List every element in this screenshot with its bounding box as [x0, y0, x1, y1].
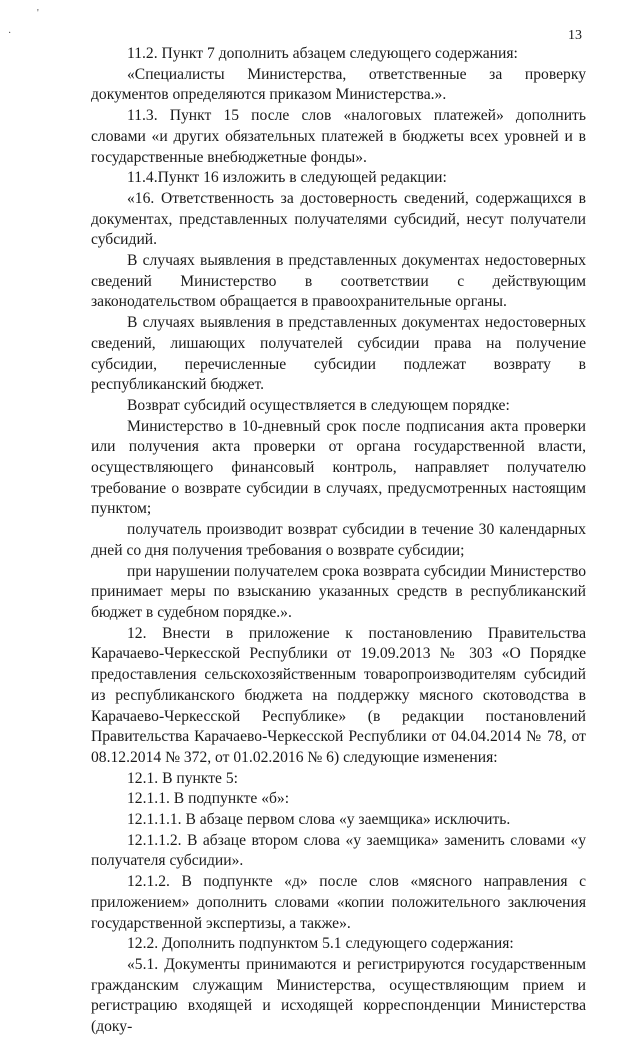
- paragraph: «16. Ответственность за достоверность сведений, содержащихся в документах, представленных получателями субсидий, несут получатели субсидий.: [91, 189, 586, 249]
- paragraph: 12. Внести в приложение к постановлению Правительства Карачаево-Черкесской Республики от 19.09.2013 № 303 «О Порядке предоставления сельскохозяйственным товаропроизводителям субсидий из республиканского бюджета на поддержку мясного скотоводства в Карачаево-Черкесской Республике» (в редакции постановлений Правительства Карачаево-Черкесской Республики от 04.04.2014 № 78, от 08.12.2014 № 372, от 01.02.2016 № 6) следующие изменения:: [91, 624, 586, 766]
- paragraph: получатель производит возврат субсидии в течение 30 календарных дней со дня получения требования о возврате субсидии;: [91, 521, 586, 559]
- page-number: 13: [568, 28, 582, 43]
- paragraph: 11.3. Пункт 15 после слов «налоговых платежей» дополнить словами «и других обязательных платежей в бюджеты всех уровней и в государственные внебюджетные фонды».: [91, 107, 586, 166]
- paragraph: при нарушении получателем срока возврата субсидии Министерство принимает меры по взысканию указанных средств в республиканский бюджет в судебном порядке.».: [91, 562, 586, 621]
- paragraph: В случаях выявления в представленных документах недостоверных сведений, лишающих получателей субсидии права на получение субсидии, перечисленные субсидии подлежат возврату в республиканский бюджет.: [91, 314, 586, 394]
- scan-mark: ·: [8, 28, 12, 39]
- paragraph: 11.2. Пункт 7 дополнить абзацем следующего содержания:: [127, 45, 518, 62]
- scan-mark: ': [37, 8, 39, 19]
- document-body: [91, 44, 586, 1038]
- paragraph: 12.1.1.2. В абзаце втором слова «у заемщика» заменить словами «у получателя субсидии».: [91, 831, 586, 870]
- paragraph: Возврат субсидий осуществляется в следующем порядке:: [127, 396, 510, 414]
- paragraph: 12.1.1.1. В абзаце первом слова «у заемщика» исключить.: [127, 811, 511, 829]
- paragraph: 12.1. В пункте 5:: [127, 769, 239, 787]
- paragraph: Министерство в 10-дневный срок после подписания акта проверки или получения акта проверки от органа государственной власти, осуществляющего финансовый контроль, направляет получателю требование о возврате субсидии в случаях, предусмотренных настоящим пунктом;: [91, 417, 586, 518]
- paragraph: 12.1.1. В подпункте «б»:: [127, 790, 290, 808]
- paragraph: 11.4.Пункт 16 изложить в следующей редакции:: [127, 169, 447, 187]
- paragraph: 12.1.2. В подпункте «д» после слов «мясного направления с приложением» дополнить словами «копии положительного заключения государственной экспертизы, а также».: [91, 873, 586, 932]
- paragraph: 12.2. Дополнить подпунктом 5.1 следующего содержания:: [127, 935, 514, 953]
- paragraph: «5.1. Документы принимаются и регистрируются государственным гражданским служащим Министерства, осуществляющим прием и регистрацию входящей и исходящей корреспонденции Министерства (доку-: [91, 955, 586, 1036]
- paragraph: В случаях выявления в представленных документах недостоверных сведений Министерство в соответствии с действующим законодательством обращается в правоохранительные органы.: [91, 252, 586, 311]
- paragraph: «Специалисты Министерства, ответственные за проверку документов определяются приказом Министерства.».: [91, 65, 586, 104]
